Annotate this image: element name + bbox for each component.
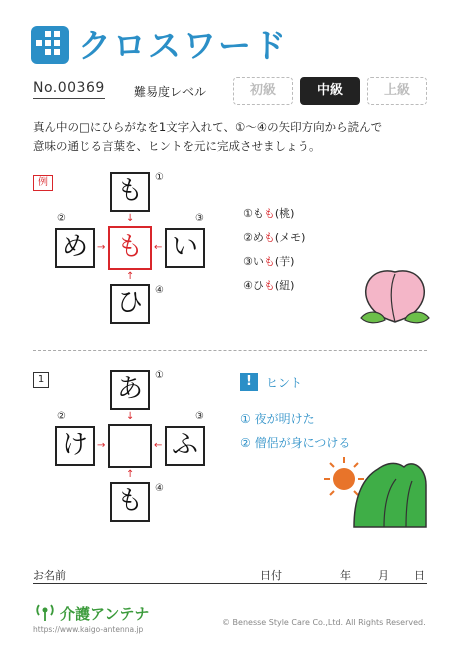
example-cell-left: め — [55, 228, 95, 268]
puzzle-number: No.00369 — [33, 80, 105, 99]
antenna-icon — [33, 602, 57, 622]
puzzle-number-4: ④ — [155, 483, 164, 494]
arrow-left-icon: ← — [154, 440, 163, 451]
difficulty-label: 難易度レベル — [134, 85, 207, 99]
arrow-up-icon: ↑ — [126, 271, 135, 282]
arrow-down-icon: ↓ — [126, 411, 135, 422]
level-advanced: 上級 — [367, 77, 427, 105]
hint-2: ② 僧侶が身につける — [240, 436, 351, 450]
puzzle-tag: 1 — [33, 372, 49, 388]
example-answer-2: ②めも(メモ) — [243, 231, 306, 244]
copyright: © Benesse Style Care Co.,Ltd. All Rights Reserved. — [222, 618, 426, 627]
peach-icon — [355, 262, 435, 328]
day-label: 日 — [414, 569, 425, 582]
example-cell-top: も — [110, 172, 150, 212]
example-cell-center: も — [108, 226, 152, 270]
example-cell-bottom: ひ — [110, 284, 150, 324]
instructions — [33, 118, 433, 156]
hint-icon: ! — [240, 373, 258, 391]
page-title: クロスワード — [78, 26, 288, 65]
hint-1: ① 夜が明けた — [240, 412, 315, 426]
year-label: 年 — [340, 569, 351, 582]
brand-url: https://www.kaigo-antenna.jp — [33, 625, 144, 634]
puzzle-cell-right: ふ — [165, 426, 205, 466]
puzzle-number-1: ① — [155, 370, 164, 381]
level-beginner: 初級 — [233, 77, 293, 105]
section-divider — [33, 350, 427, 351]
example-answer-3: ③いも(芋) — [243, 255, 295, 268]
example-tag: 例 — [33, 175, 53, 191]
example-answer-4: ④ひも(紐) — [243, 279, 295, 292]
instructions-line-2: 意味の通じる言葉を、ヒントを元に完成させましょう。 — [33, 139, 321, 153]
footer-underline — [33, 583, 427, 584]
instructions-line-1: 真ん中の□にひらがなを1文字入れて、①～④の矢印方向から読んで — [33, 120, 383, 134]
brand-logo: 介護アンテナ — [60, 605, 150, 623]
date-label: 日付 — [260, 569, 282, 582]
arrow-up-icon: ↑ — [126, 469, 135, 480]
example-number-2: ② — [57, 213, 66, 224]
puzzle-cell-top: あ — [110, 370, 150, 410]
puzzle-answer-cell[interactable] — [108, 424, 152, 468]
arrow-left-icon: ← — [154, 242, 163, 253]
arrow-down-icon: ↓ — [126, 213, 135, 224]
crossword-logo-icon — [31, 26, 69, 64]
name-label: お名前 — [33, 569, 66, 582]
puzzle-number-2: ② — [57, 411, 66, 422]
level-intermediate: 中級 — [300, 77, 360, 105]
hint-label: ヒント — [266, 376, 303, 390]
puzzle-cell-left: け — [55, 426, 95, 466]
example-answer-1: ①もも(桃) — [243, 207, 295, 220]
example-number-3: ③ — [195, 213, 204, 224]
example-cell-right: い — [165, 228, 205, 268]
arrow-right-icon: → — [97, 242, 106, 253]
grid-icon — [31, 26, 69, 64]
puzzle-cell-bottom: も — [110, 482, 150, 522]
example-number-1: ① — [155, 172, 164, 183]
puzzle-number-3: ③ — [195, 411, 204, 422]
month-label: 月 — [378, 569, 389, 582]
example-number-4: ④ — [155, 285, 164, 296]
sunrise-mountain-icon — [322, 455, 432, 530]
arrow-right-icon: → — [97, 440, 106, 451]
